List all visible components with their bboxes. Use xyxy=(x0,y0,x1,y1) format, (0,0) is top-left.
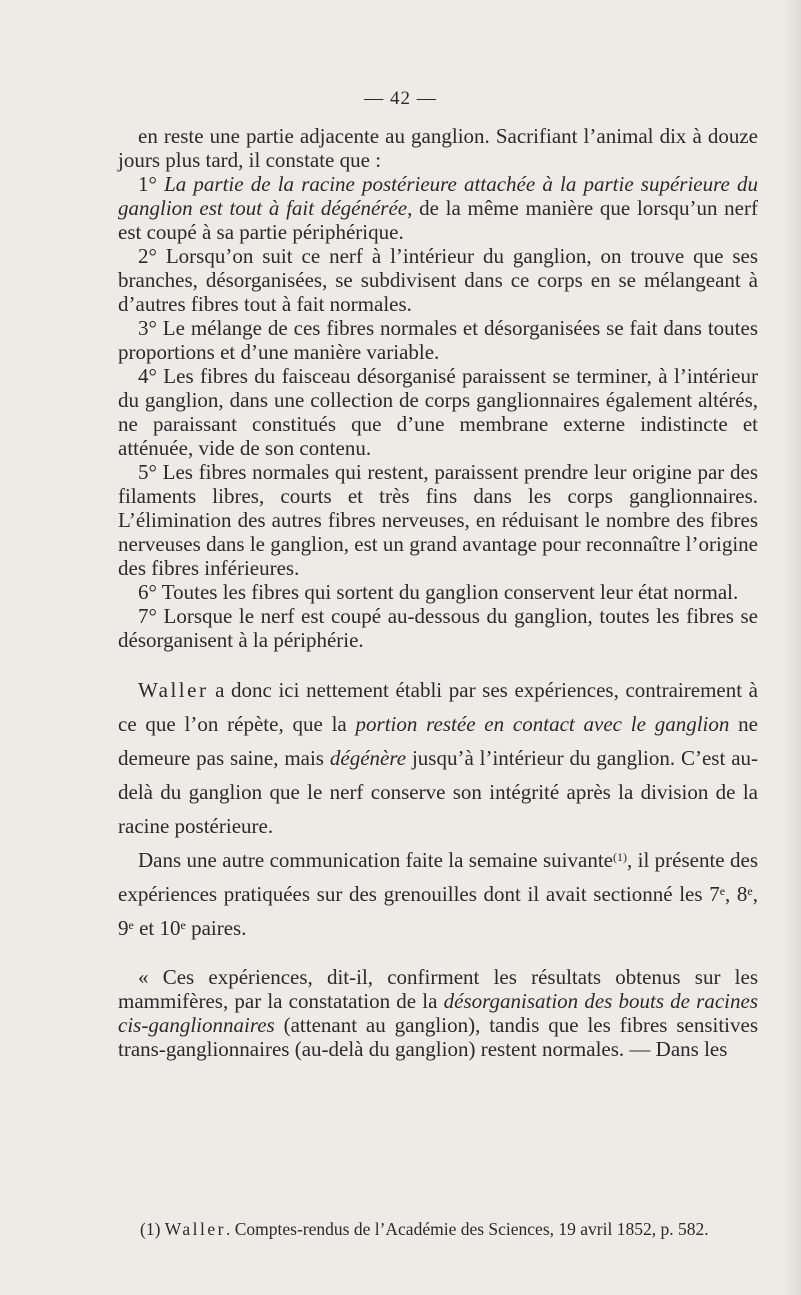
text-run: 1° xyxy=(138,172,165,196)
superscript: e xyxy=(128,918,134,932)
text-run: 5° Les fibres normales qui restent, paraissent prendre leur origine par des filaments libres, courts et très fins dans les corps ganglionnaires. L’élimination des autres fibres nerveuses, en réduisant le nombre des fibres nerveuses dans le ganglion, est un grand avantage pour reconnaître l’origine des fibres inférieures. xyxy=(118,460,758,580)
footnote-text: . Comptes-rendus de l’Académie des Sciences, 19 avril 1852, p. 582. xyxy=(225,1219,709,1239)
superscript: e xyxy=(180,918,186,932)
body-text xyxy=(118,124,758,1061)
text-run: 7° Lorsque le nerf est coupé au-dessous du ganglion, toutes les fibres se désorganisent à la périphérie. xyxy=(118,604,758,652)
italic-text: dégénère xyxy=(329,746,407,770)
text-run: paires. xyxy=(185,916,247,940)
paragraph xyxy=(118,604,758,652)
page-edge-shadow xyxy=(783,0,801,1295)
italic-text: La partie de la racine postérieure attachée à la partie supérieure du ganglion est tout à fait dégénérée, xyxy=(118,172,758,220)
quotation-section xyxy=(118,965,758,1061)
text-run: ne demeure pas saine, mais xyxy=(118,712,758,770)
text-run: 6° Toutes les fibres qui sortent du ganglion conservent leur état normal. xyxy=(138,580,739,604)
text-run: , 9 xyxy=(118,882,758,940)
paragraph xyxy=(118,124,758,172)
italic-text: désorganisation des bouts de racines cis-ganglionnaires xyxy=(118,989,758,1037)
observations-list xyxy=(118,124,758,652)
text-run: de la même manière que lorsqu’un nerf est coupé à sa partie périphérique. xyxy=(118,196,758,244)
footnote-marker: (1) xyxy=(140,1219,165,1239)
page-number: — 42 — xyxy=(364,88,437,109)
paragraph xyxy=(118,460,758,580)
text-run: , il présente des expériences pratiquées sur des grenouilles dont il avait sectionné les 7 xyxy=(118,848,758,906)
text-run: Waller xyxy=(138,678,209,702)
superscript: e xyxy=(747,884,753,898)
footnote-author: Waller xyxy=(164,1219,226,1239)
text-run: en reste une partie adjacente au ganglion. Sacrifiant l’animal dix à douze jours plus tard, il constate que : xyxy=(118,124,758,172)
text-run: a donc ici nettement établi par ses expériences, contrairement à ce que l’on répète, que la xyxy=(118,678,758,736)
text-run: , 8 xyxy=(725,882,748,906)
paragraph xyxy=(118,965,758,1061)
paragraph xyxy=(118,244,758,316)
commentary-section xyxy=(118,673,758,945)
text-run: 3° Le mélange de ces fibres normales et désorganisées se fait dans toutes proportions et d’une manière variable. xyxy=(118,316,758,364)
italic-text: portion restée en contact avec le ganglion xyxy=(355,712,730,736)
text-run: (attenant au ganglion), tandis que les fibres sensitives trans-ganglionnaires (au-delà du ganglion) restent normales. — Dans les xyxy=(118,1013,758,1061)
text-run: 2° Lorsqu’on suit ce nerf à l’intérieur du ganglion, on trouve que ses branches, désorganisées, se subdivisent dans ce corps en se mélangeant à d’autres fibres tout à fait normales. xyxy=(118,244,758,316)
superscript: e xyxy=(719,884,726,898)
superscript: (1) xyxy=(612,850,627,864)
paragraph xyxy=(118,316,758,364)
text-run: 4° Les fibres du faisceau désorganisé paraissent se terminer, à l’intérieur du ganglion, dans une collection de corps ganglionnaires également altérés, ne paraissant constitués que d’une membrane externe indistincte et atténuée, vide de son contenu. xyxy=(118,364,758,460)
footnote xyxy=(140,1218,760,1240)
paragraph xyxy=(118,364,758,460)
paragraph xyxy=(118,673,758,843)
text-run: « Ces expériences, dit-il, confirment les résultats obtenus sur les mammifères, par la constatation de la xyxy=(118,965,758,1013)
paragraph xyxy=(118,843,758,945)
paragraph xyxy=(118,580,758,604)
text-run: et 10 xyxy=(133,916,181,940)
text-run: Dans une autre communication faite la semaine suivante xyxy=(138,848,613,872)
text-run: jusqu’à l’intérieur du ganglion. C’est au-delà du ganglion que le nerf conserve son intégrité après la division de la racine postérieure. xyxy=(118,746,759,838)
paragraph xyxy=(118,172,758,244)
